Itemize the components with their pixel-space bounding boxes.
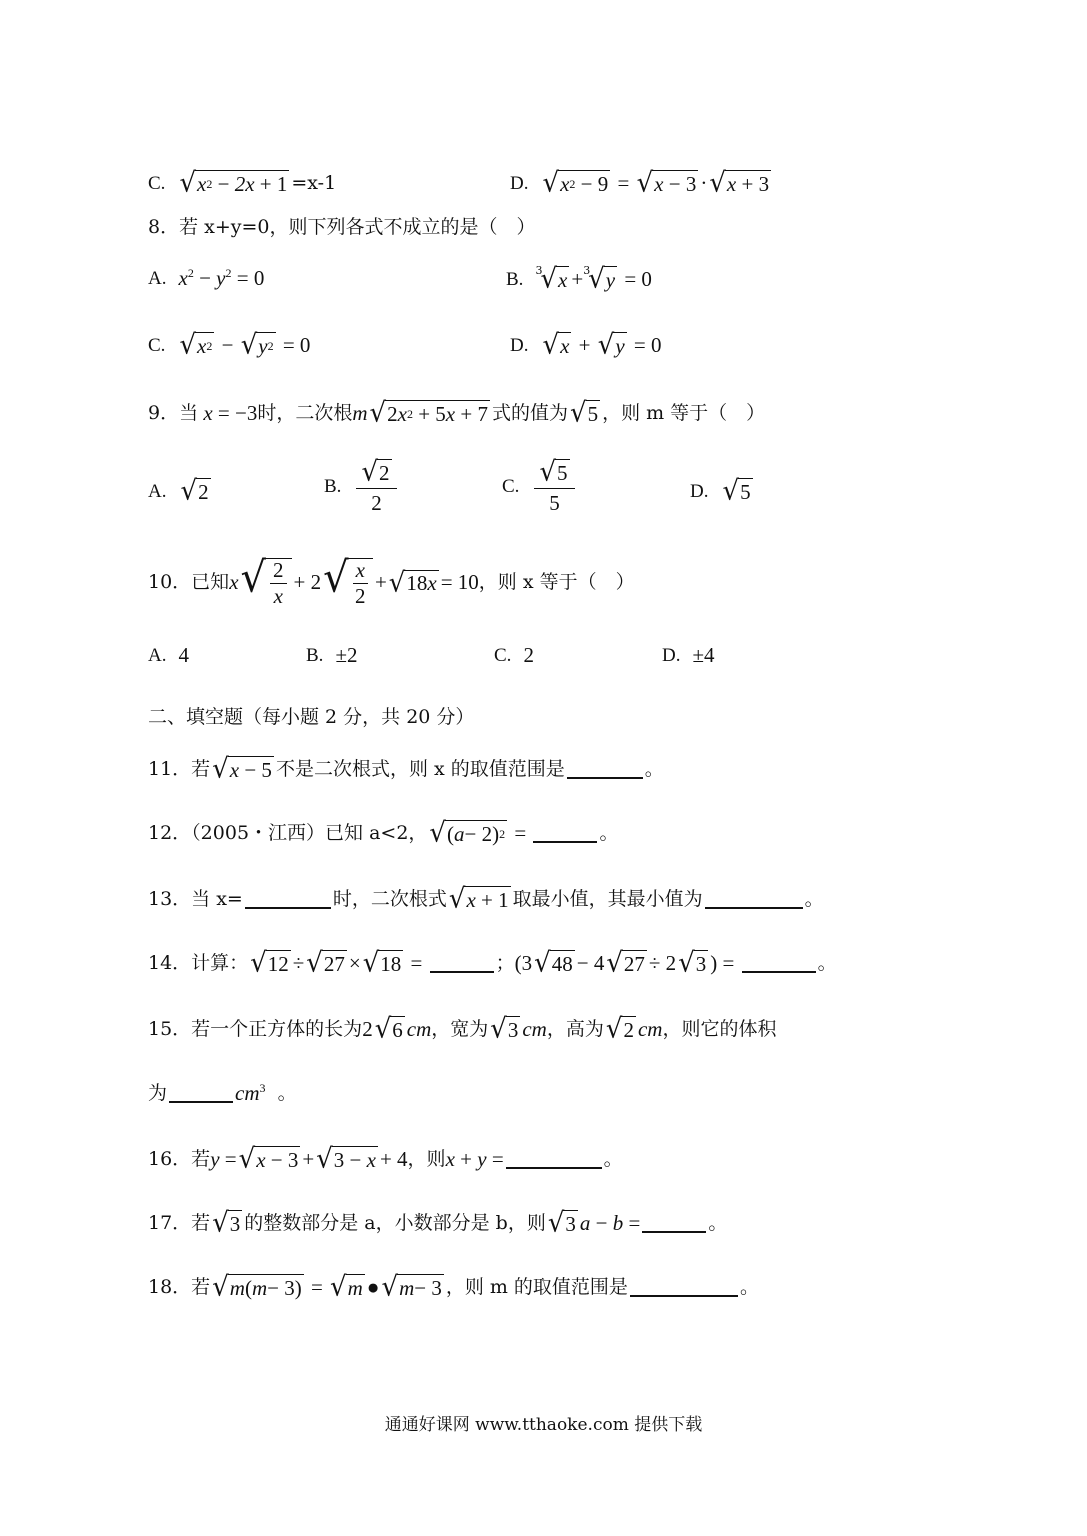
q10-stem: 10．已知 x √ $\frac{2}{x}$ + 2 √ $\frac{x}{2}$ + √ 18 x = 10 ，则 x 等于（ ） bbox=[148, 553, 635, 608]
answer-blank[interactable] bbox=[245, 889, 331, 909]
q13: 13．当 x= 时，二次根式 √ x + 1 取最小值，其最小值为 。 bbox=[148, 883, 824, 915]
q10-option-c: C. 2 bbox=[494, 643, 534, 667]
q15-cont: 为 $cm^3$ 。 bbox=[148, 1081, 297, 1105]
q8-stem: 8．若 x+y=0，则下列各式不成立的是（ ） bbox=[148, 216, 536, 238]
q10-option-a: A. 4 bbox=[148, 643, 189, 667]
answer-blank[interactable] bbox=[642, 1213, 706, 1233]
section-title: 二、填空题（每小题 2 分，共 20 分） bbox=[148, 706, 475, 728]
q18: 18．若 √ m ( m − 3) = √ m ● √ m − 3 ，则 m 的取值范围是 。 bbox=[148, 1271, 759, 1303]
q9-option-b: B. √ 2 2 bbox=[324, 458, 400, 516]
answer-blank[interactable] bbox=[430, 953, 494, 973]
q8-option-d: D. √ x + √ y = 0 bbox=[510, 329, 662, 361]
q7-option-c: C. √ x 2 − 2x + 1 =x-1 bbox=[148, 167, 337, 199]
q9-option-c: C. √ 5 5 bbox=[502, 458, 578, 516]
q17: 17．若 √ 3 的整数部分是 a，小数部分是 b，则 √ 3 a − b = 。 bbox=[148, 1207, 728, 1239]
q15: 15．若一个正方体的长为 2 √ 6 cm ，宽为 √ 3 cm ，高为 √ 2 cm ，则它的体积 bbox=[148, 1013, 777, 1045]
page-footer: 通通好课网 www.tthaoke.com 提供下载 bbox=[384, 1415, 703, 1435]
q9-option-a: A. √ 2 bbox=[148, 475, 209, 507]
q9-stem: 9．当 x = −3 时，二次根 m √ 2 x 2 + 5 x + 7 式的值为 √ 5 ，则 m 等于（ ） bbox=[148, 397, 766, 429]
answer-blank[interactable] bbox=[506, 1149, 602, 1169]
answer-blank[interactable] bbox=[742, 953, 816, 973]
answer-blank[interactable] bbox=[567, 759, 643, 779]
q8-option-c: C. √ x 2 − √ y 2 = 0 bbox=[148, 329, 311, 361]
q14: 14．计算： √ 12 ÷ √ 27 × √ 18 = ； (3 √ 48 − 4 √ 27 ÷ 2 √ 3 ) = 。 bbox=[148, 947, 837, 979]
q10-option-d: D. ±4 bbox=[662, 643, 715, 667]
q7-c-rhs: =x-1 bbox=[291, 171, 337, 194]
q11: 11．若 √ x − 5 不是二次根式，则 x 的取值范围是 。 bbox=[148, 753, 664, 785]
q12: 12．（2005・江西）已知 a<2， √ ( a − 2) 2 = 。 bbox=[148, 817, 619, 849]
answer-blank[interactable] bbox=[630, 1277, 738, 1297]
q10-option-b: B. ±2 bbox=[306, 643, 358, 667]
answer-blank[interactable] bbox=[705, 889, 803, 909]
q7-option-d: D. √ x 2 − 9 = √ x − 3 · √ x + 3 bbox=[510, 167, 770, 199]
answer-blank[interactable] bbox=[169, 1083, 233, 1103]
q8-option-b: B. 3 √ x + 3 √ y = 0 bbox=[506, 263, 652, 295]
answer-blank[interactable] bbox=[533, 823, 597, 843]
option-label: C. bbox=[148, 172, 166, 194]
q8-option-a: A. $x^2 - y^2 = 0$ bbox=[148, 266, 265, 290]
q9-option-d: D. √ 5 bbox=[690, 475, 751, 507]
q16: 16．若 y = √ x − 3 + √ 3 − x + 4 ，则 x + y = 。 bbox=[148, 1143, 623, 1175]
